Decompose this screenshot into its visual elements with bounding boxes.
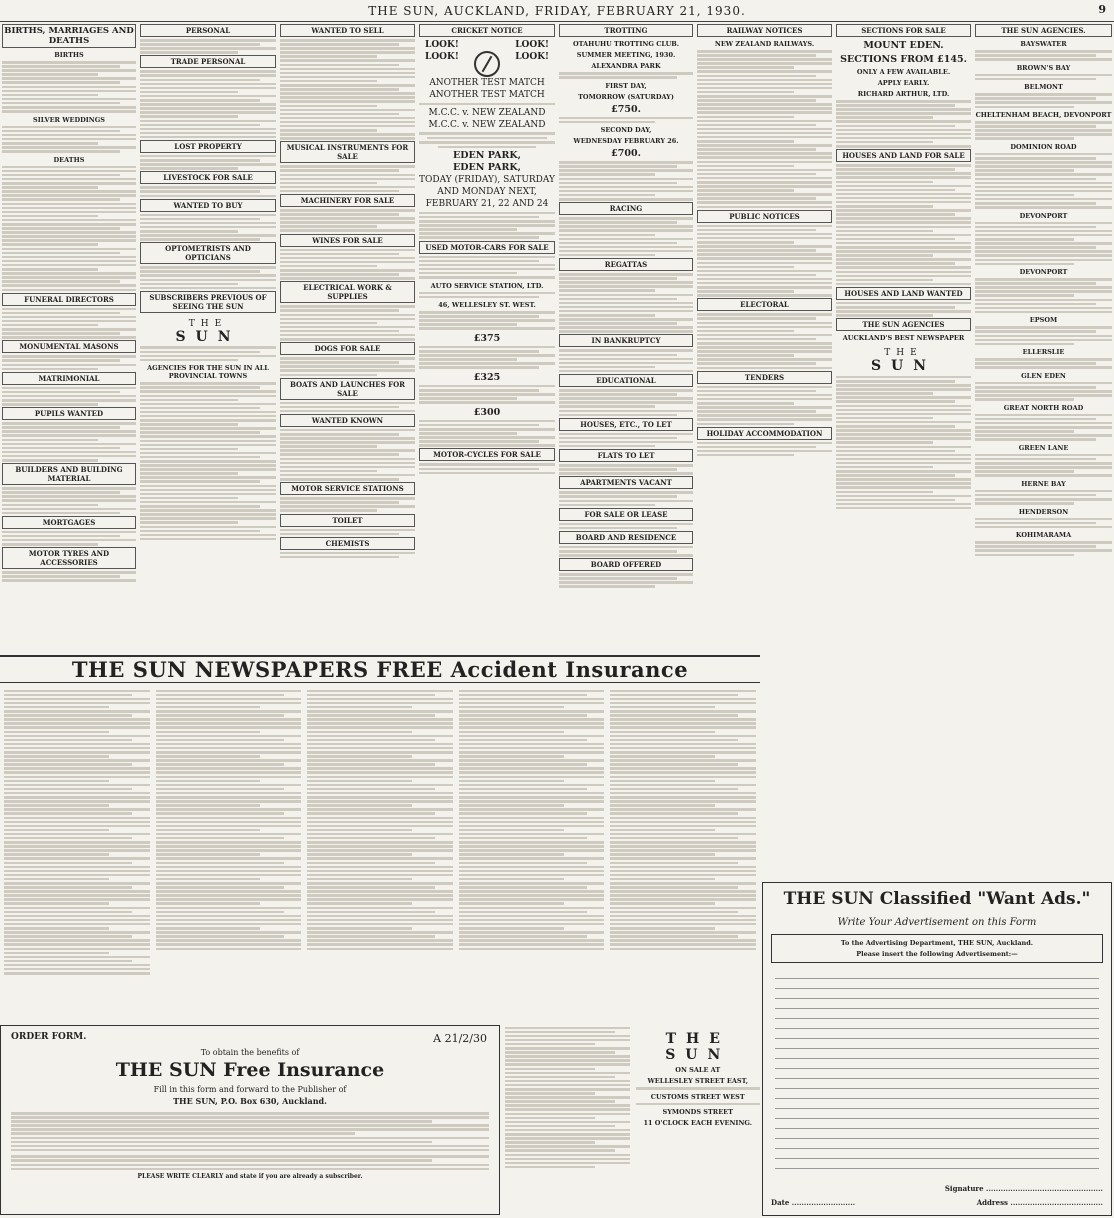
- section-header: HOUSES AND LAND FOR SALE: [836, 149, 971, 162]
- look-text-left: LOOK!: [425, 40, 459, 50]
- agency-area: DEVONPORT: [1019, 268, 1068, 277]
- section-header: FOR SALE OR LEASE: [559, 508, 693, 521]
- sun-sale-line: WELLESLEY STREET EAST,: [647, 1077, 748, 1085]
- classified-to-dept: To the Advertising Department, THE SUN, Auckland.: [840, 939, 1034, 947]
- sun-sale-line: CUSTOMS STREET WEST: [650, 1092, 745, 1101]
- section-header: PUBLIC NOTICES: [697, 210, 832, 223]
- mount-eden: MOUNT EDEN.: [863, 40, 944, 51]
- section-header: APARTMENTS VACANT: [559, 476, 693, 489]
- order-form-fill-in: Fill in this form and forward to the Publisher of: [153, 1085, 347, 1094]
- sun-sale-line: SYMONDS STREET: [662, 1108, 733, 1116]
- trotting-line: ALEXANDRA PARK: [591, 62, 661, 70]
- sections-agent: RICHARD ARTHUR, LTD.: [857, 90, 950, 98]
- auto-service-station: AUTO SERVICE STATION, LTD.: [430, 281, 544, 290]
- section-header: MOTOR-CYCLES FOR SALE: [419, 448, 555, 461]
- car-price: £300: [473, 406, 501, 418]
- agency-area: BELMONT: [1024, 83, 1063, 92]
- agency-area: HERNE BAY: [1021, 479, 1066, 488]
- classified-want-ads-form: [762, 882, 1112, 1216]
- order-form-title: THE SUN Free Insurance: [115, 1059, 385, 1081]
- auto-service-address: 46, WELLESLEY ST. WEST.: [438, 301, 536, 310]
- insurance-terms: [0, 688, 760, 1018]
- cricket-bat-ball-icon: [474, 51, 500, 77]
- section-header: MACHINERY FOR SALE: [280, 194, 415, 207]
- agency-area: DOMINION ROAD: [1010, 142, 1077, 151]
- classified-signature[interactable]: Signature ................................................: [944, 1184, 1103, 1193]
- section-header: CHEMISTS: [280, 537, 415, 550]
- column-trotting: [559, 24, 693, 590]
- classified-ad-lines[interactable]: [771, 969, 1103, 1169]
- classified-signature-label: Signature: [944, 1184, 984, 1193]
- cricket-dates: FEBRUARY 21, 22 AND 24: [425, 199, 549, 210]
- page-masthead: [0, 0, 1114, 22]
- column-railway-notices: [697, 24, 832, 458]
- order-form-note: [11, 1155, 489, 1170]
- cricket-line: M.C.C. v. NEW ZEALAND: [428, 107, 546, 118]
- section-header: SUBSCRIBERS PREVIOUS OF SEEING THE SUN: [140, 291, 276, 313]
- sun-on-sale: [636, 1025, 761, 1170]
- page-number: 9: [1098, 3, 1106, 16]
- order-form-fields[interactable]: [11, 1112, 489, 1151]
- column-header: RAILWAY NOTICES: [697, 24, 832, 37]
- section-header: DOGS FOR SALE: [280, 342, 415, 355]
- agency-area: DEVONPORT: [1019, 211, 1068, 220]
- insurance-banner: [0, 655, 760, 683]
- section-header: HOUSES, ETC., TO LET: [559, 418, 693, 431]
- section-header: BUILDERS AND BUILDING MATERIAL: [2, 463, 136, 485]
- section-header: TOILET: [280, 514, 415, 527]
- agency-area: GLEN EDEN: [1021, 371, 1066, 380]
- trotting-line: TOMORROW (SATURDAY): [578, 92, 674, 101]
- agency-area: ELLERSLIE: [1022, 348, 1065, 357]
- trotting-line: SUMMER MEETING, 1930.: [576, 51, 676, 59]
- section-header: MATRIMONIAL: [2, 372, 136, 385]
- section-heading: AGENCIES FOR THE SUN IN ALL PROVINCIAL TOWNS: [147, 364, 269, 381]
- cricket-advertisement: [419, 39, 555, 210]
- agency-area: BROWN'S BAY: [1016, 63, 1071, 72]
- section-header: HOUSES AND LAND WANTED: [836, 287, 971, 300]
- section-header: WANTED TO BUY: [140, 199, 276, 212]
- section-header: RACING: [559, 202, 693, 215]
- masthead-title: THE SUN, AUCKLAND, FRIDAY, FEBRUARY 21, 1930.: [368, 4, 746, 18]
- insurance-terms-col: [459, 688, 605, 1018]
- sun-sale-line: ON SALE AT: [675, 1066, 721, 1074]
- cricket-dates: TODAY (FRIDAY), SATURDAY AND MONDAY NEXT,: [419, 175, 555, 198]
- trotting-line: SECOND DAY,: [600, 126, 652, 135]
- agency-area: KOHIMARAMA: [1015, 531, 1072, 540]
- column-sections-for-sale: [836, 24, 971, 511]
- column-sun-agencies: [975, 24, 1112, 879]
- section-header: MUSICAL INSTRUMENTS FOR SALE: [280, 141, 415, 163]
- section-header: EDUCATIONAL: [559, 374, 693, 387]
- agency-area: CHELTENHAM BEACH, DEVONPORT: [975, 111, 1112, 120]
- trotting-line: OTAHUHU TROTTING CLUB.: [572, 40, 680, 48]
- section-header: WINES FOR SALE: [280, 234, 415, 247]
- section-header: MONUMENTAL MASONS: [2, 340, 136, 353]
- cricket-venue: EDEN PARK,: [453, 150, 521, 162]
- classified-date-address[interactable]: Date .......................... Address ......................................: [771, 1198, 1103, 1207]
- insurance-terms-col: [307, 688, 453, 1018]
- sections-line: APPLY EARLY.: [877, 79, 930, 87]
- car-price: £375: [473, 332, 501, 344]
- section-header: LOST PROPERTY: [140, 140, 276, 153]
- best-newspaper: AUCKLAND'S BEST NEWSPAPER: [842, 334, 965, 343]
- section-header: REGATTAS: [559, 258, 693, 271]
- section-header: MOTOR TYRES AND ACCESSORIES: [2, 547, 136, 569]
- car-price: £325: [473, 371, 501, 383]
- section-heading: SILVER WEDDINGS: [33, 115, 105, 124]
- cricket-line: M.C.C. v. NEW ZEALAND: [428, 119, 546, 130]
- trotting-line: FIRST DAY,: [605, 81, 647, 90]
- section-header: OPTOMETRISTS AND OPTICIANS: [140, 242, 276, 264]
- insurance-order-form: [0, 1025, 500, 1215]
- section-header: WANTED KNOWN: [280, 414, 415, 427]
- column-wanted-to-sell: [280, 24, 415, 560]
- section-header: TRADE PERSONAL: [140, 55, 276, 68]
- section-heading: NEW ZEALAND RAILWAYS.: [714, 40, 815, 48]
- agency-area: HENDERSON: [1018, 507, 1069, 516]
- order-form-intro: To obtain the benefits of: [200, 1048, 300, 1057]
- section-header: FLATS TO LET: [559, 449, 693, 462]
- look-text-right: LOOK!: [515, 52, 549, 62]
- column-header: THE SUN AGENCIES.: [975, 24, 1112, 37]
- terms-continued: [505, 1025, 760, 1215]
- section-header: USED MOTOR-CARS FOR SALE: [419, 241, 555, 254]
- section-header: TENDERS: [697, 371, 832, 384]
- look-text-left: LOOK!: [425, 52, 459, 62]
- cricket-line: ANOTHER TEST MATCH: [429, 90, 545, 100]
- section-header: BOARD OFFERED: [559, 558, 693, 571]
- column-personal: [140, 24, 276, 542]
- section-header: HOLIDAY ACCOMMODATION: [697, 427, 832, 440]
- classified-date-label: Date: [771, 1198, 790, 1207]
- column-header: PERSONAL: [140, 24, 276, 37]
- sun-sale-title: THE SUN: [665, 1031, 731, 1063]
- section-heading: DEATHS: [53, 155, 85, 164]
- section-header: LIVESTOCK FOR SALE: [140, 171, 276, 184]
- insurance-terms-col: [156, 688, 302, 1018]
- trotting-stake: £750.: [611, 103, 641, 115]
- agency-area: GREEN LANE: [1018, 443, 1069, 452]
- column-header: WANTED TO SELL: [280, 24, 415, 37]
- section-header: BOARD AND RESIDENCE: [559, 531, 693, 544]
- column-cricket-notice: [419, 24, 555, 476]
- cricket-line: ANOTHER TEST MATCH: [429, 78, 545, 88]
- order-form-footer: PLEASE WRITE CLEARLY and state if you are already a subscriber.: [137, 1173, 363, 1181]
- classified-address-label: Address: [976, 1198, 1008, 1207]
- column-header: TROTTING: [559, 24, 693, 37]
- section-header: MORTGAGES: [2, 516, 136, 529]
- section-header: BOATS AND LAUNCHES FOR SALE: [280, 378, 415, 400]
- column-header: BIRTHS, MARRIAGES AND DEATHS: [2, 24, 136, 48]
- section-header: MOTOR SERVICE STATIONS: [280, 482, 415, 495]
- classified-instructions: [771, 934, 1103, 963]
- order-form-label: ORDER FORM.: [11, 1032, 87, 1042]
- trotting-line: WEDNESDAY FEBRUARY 26.: [573, 137, 679, 146]
- section-header: ELECTORAL: [697, 298, 832, 311]
- section-header: ELECTRICAL WORK & SUPPLIES: [280, 281, 415, 303]
- section-header: THE SUN AGENCIES: [836, 318, 971, 331]
- agency-area: BAYSWATER: [1020, 40, 1067, 48]
- order-form-address: THE SUN, P.O. Box 630, Auckland.: [173, 1096, 327, 1106]
- section-heading: BIRTHS: [54, 51, 84, 59]
- classified-please: Please insert the following Advertisement:—: [856, 950, 1018, 958]
- insurance-terms-col: [610, 688, 756, 1018]
- look-text-right: LOOK!: [515, 40, 549, 50]
- column-header: CRICKET NOTICE: [419, 24, 555, 37]
- agency-area: GREAT NORTH ROAD: [1003, 403, 1084, 412]
- agency-area: EPSOM: [1029, 316, 1058, 325]
- section-header: FUNERAL DIRECTORS: [2, 293, 136, 306]
- sections-line: ONLY A FEW AVAILABLE.: [856, 68, 951, 76]
- sun-sale-line: 11 O'CLOCK EACH EVENING.: [643, 1119, 752, 1127]
- sun-logo: THE SUN: [175, 318, 241, 345]
- classified-title: THE SUN Classified "Want Ads.": [783, 889, 1091, 909]
- cricket-venue: EDEN PARK,: [453, 162, 521, 174]
- order-form-code: A 21/2/30: [433, 1032, 487, 1045]
- insurance-terms-col: [4, 688, 150, 1018]
- sun-logo: THE SUN: [870, 348, 937, 375]
- column-births-marriages-deaths: [2, 24, 136, 583]
- classified-subtitle: Write Your Advertisement on this Form: [837, 917, 1037, 928]
- insurance-banner-title: THE SUN NEWSPAPERS FREE Accident Insurance: [71, 657, 689, 682]
- section-header: IN BANKRUPTCY: [559, 334, 693, 347]
- column-header: SECTIONS FOR SALE: [836, 24, 971, 37]
- trotting-stake: £700.: [611, 148, 641, 160]
- sections-price: SECTIONS FROM £145.: [840, 54, 967, 65]
- section-header: PUPILS WANTED: [2, 407, 136, 420]
